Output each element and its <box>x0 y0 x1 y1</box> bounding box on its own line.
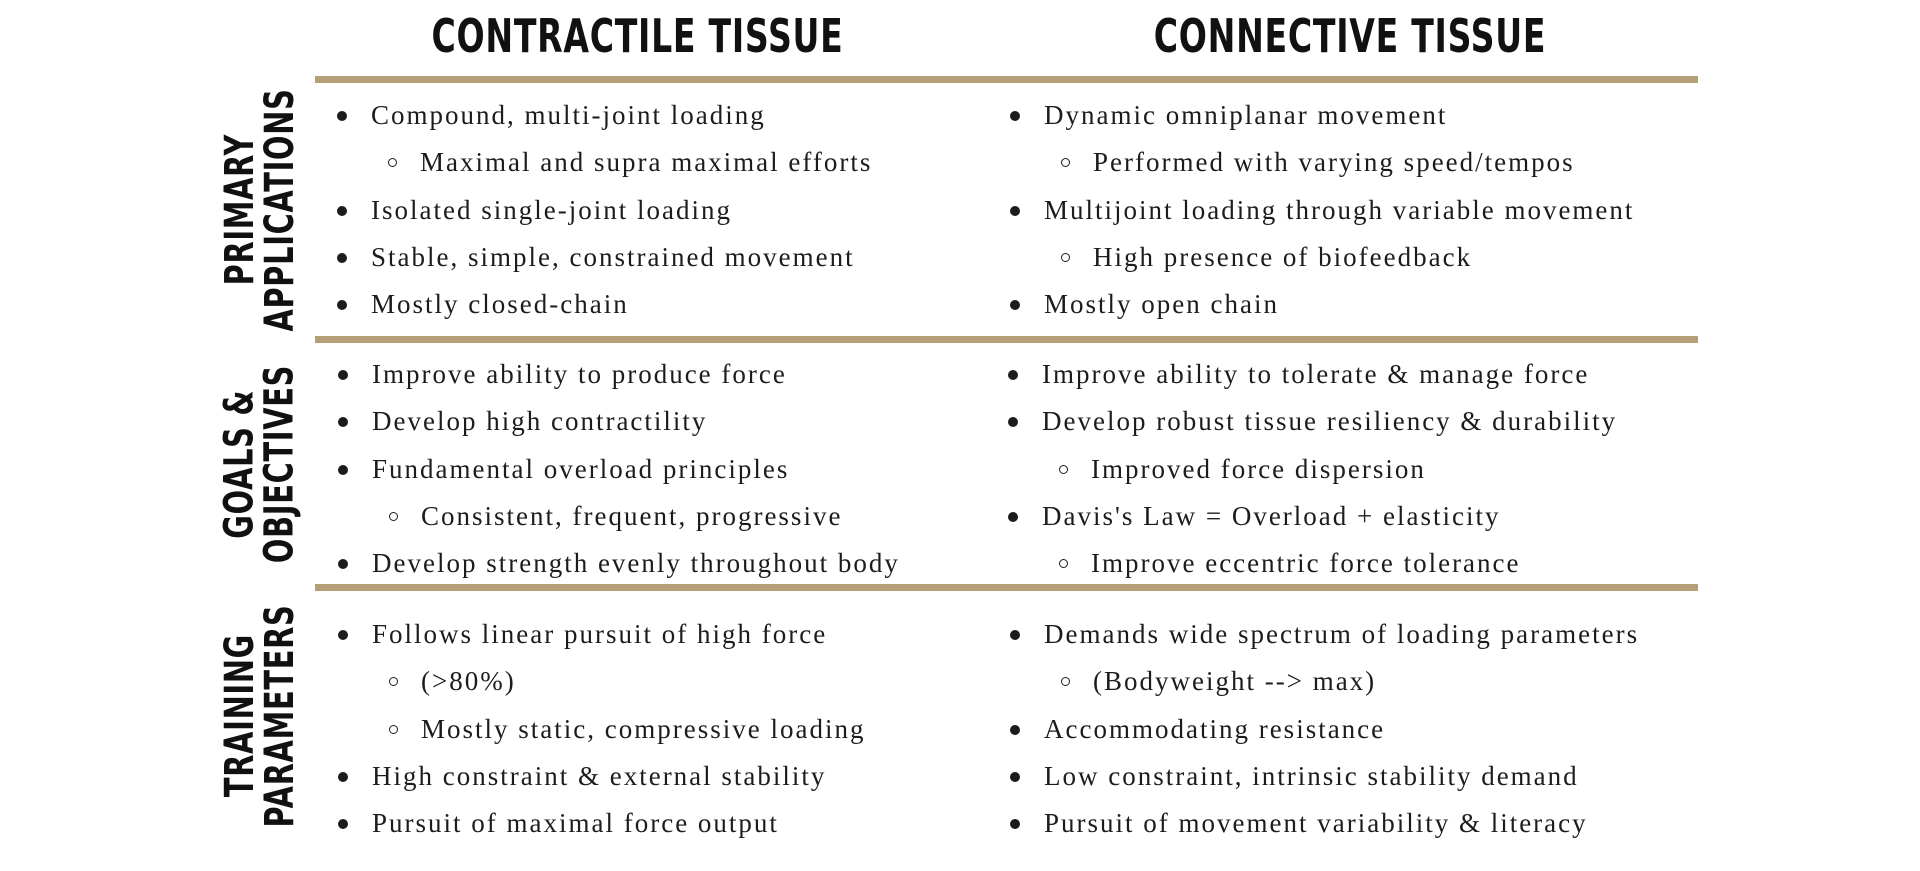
primary-applications-contractile-list <box>337 92 872 328</box>
header-connective-tissue: CONNECTIVE TISSUE <box>1153 9 1547 63</box>
list-item: Follows linear pursuit of high force <box>338 611 865 658</box>
divider-rule <box>315 76 1698 83</box>
list-item: Stable, simple, constrained movement <box>337 234 872 281</box>
list-item: Multijoint loading through variable movement <box>1010 187 1634 234</box>
row-label-line: GOALS & <box>217 389 263 538</box>
list-item: Develop robust tissue resiliency & durability <box>1008 398 1617 445</box>
list-item: Improve ability to tolerate & manage force <box>1008 351 1617 398</box>
list-item: Improve eccentric force tolerance <box>1008 540 1617 587</box>
list-item: High constraint & external stability <box>338 753 865 800</box>
list-item: Develop strength evenly throughout body <box>338 540 900 587</box>
row-label-line: TRAINING <box>217 634 263 798</box>
goals-objectives-contractile-list <box>338 351 900 587</box>
list-item: Davis's Law = Overload + elasticity <box>1008 493 1617 540</box>
list-item: Develop high contractility <box>338 398 900 445</box>
list-item: Consistent, frequent, progressive <box>338 493 900 540</box>
row-label-primary-applications <box>210 83 310 336</box>
list-item: Mostly closed-chain <box>337 281 872 328</box>
list-item: Isolated single-joint loading <box>337 187 872 234</box>
row-label-line: PRIMARY <box>217 133 263 286</box>
list-item: Improve ability to produce force <box>338 351 900 398</box>
list-item: Improved force dispersion <box>1008 446 1617 493</box>
row-label-training-parameters <box>210 591 310 841</box>
list-item: Mostly static, compressive loading <box>338 706 865 753</box>
row-label-goals-objectives <box>210 343 310 584</box>
list-item: Low constraint, intrinsic stability demand <box>1010 753 1639 800</box>
list-item: Performed with varying speed/tempos <box>1010 139 1634 186</box>
row-label-line: OBJECTIVES <box>257 364 303 563</box>
list-item: Dynamic omniplanar movement <box>1010 92 1634 139</box>
list-item: Pursuit of maximal force output <box>338 800 865 847</box>
divider-rule <box>315 336 1698 343</box>
training-parameters-connective-list <box>1010 611 1639 847</box>
header-contractile-tissue: CONTRACTILE TISSUE <box>431 9 844 63</box>
row-label-line: APPLICATIONS <box>257 87 303 332</box>
training-parameters-contractile-list <box>338 611 865 847</box>
list-item: Fundamental overload principles <box>338 446 900 493</box>
list-item: Accommodating resistance <box>1010 706 1639 753</box>
goals-objectives-connective-list <box>1008 351 1617 587</box>
list-item: Demands wide spectrum of loading parameters <box>1010 611 1639 658</box>
list-item: (Bodyweight --> max) <box>1010 658 1639 705</box>
list-item: (>80%) <box>338 658 865 705</box>
list-item: Mostly open chain <box>1010 281 1634 328</box>
row-label-line: PARAMETERS <box>257 604 303 828</box>
list-item: High presence of biofeedback <box>1010 234 1634 281</box>
list-item: Pursuit of movement variability & literacy <box>1010 800 1639 847</box>
primary-applications-connective-list <box>1010 92 1634 328</box>
list-item: Maximal and supra maximal efforts <box>337 139 872 186</box>
list-item: Compound, multi-joint loading <box>337 92 872 139</box>
